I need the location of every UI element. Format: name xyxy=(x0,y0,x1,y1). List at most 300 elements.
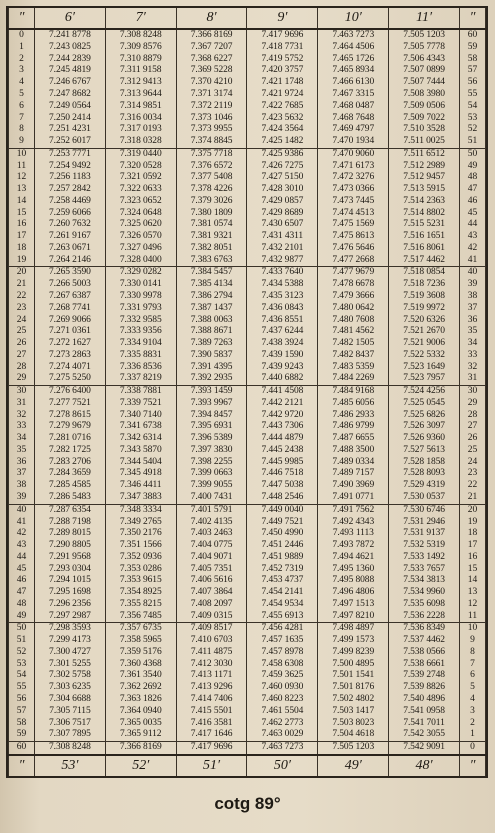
log-value-cell: 7.542 9091 xyxy=(389,741,460,755)
log-value-cell: 7.458 6308 xyxy=(247,659,318,671)
seconds-left: 19 xyxy=(9,255,35,267)
seconds-left: 48 xyxy=(9,599,35,611)
log-value-cell: 7.428 3010 xyxy=(247,184,318,196)
log-value-cell: 7.542 3055 xyxy=(389,729,460,741)
log-value-cell: 7.471 6173 xyxy=(318,160,389,172)
log-value-cell: 7.373 1046 xyxy=(176,112,247,124)
log-value-cell: 7.493 7872 xyxy=(318,540,389,552)
log-value-cell: 7.446 7518 xyxy=(247,468,318,480)
log-value-cell: 7.470 9060 xyxy=(318,148,389,160)
log-value-cell: 7.501 1541 xyxy=(318,670,389,682)
seconds-left: 39 xyxy=(9,492,35,504)
table-row xyxy=(9,160,486,172)
seconds-left: 10 xyxy=(9,148,35,160)
log-value-cell: 7.457 8978 xyxy=(247,647,318,659)
seconds-left: 8 xyxy=(9,124,35,136)
log-value-cell: 7.378 4226 xyxy=(176,184,247,196)
table-row xyxy=(9,398,486,410)
log-value-cell: 7.431 4311 xyxy=(247,231,318,243)
log-value-cell: 7.281 0716 xyxy=(35,433,106,445)
log-value-cell: 7.371 3174 xyxy=(176,89,247,101)
log-value-cell: 7.365 0035 xyxy=(105,717,176,729)
log-value-cell: 7.509 7022 xyxy=(389,112,460,124)
table-row xyxy=(9,89,486,101)
log-value-cell: 7.436 8551 xyxy=(247,314,318,326)
log-value-cell: 7.539 8826 xyxy=(389,682,460,694)
log-value-cell: 7.516 1651 xyxy=(389,231,460,243)
log-value-cell: 7.366 8169 xyxy=(105,741,176,755)
log-value-cell: 7.445 9985 xyxy=(247,457,318,469)
log-value-cell: 7.273 2863 xyxy=(35,350,106,362)
log-value-cell: 7.358 5965 xyxy=(105,635,176,647)
seconds-right: 41 xyxy=(460,255,486,267)
log-value-cell: 7.243 0825 xyxy=(35,42,106,54)
log-value-cell: 7.284 3659 xyxy=(35,468,106,480)
log-value-cell: 7.306 7517 xyxy=(35,717,106,729)
log-value-cell: 7.445 2438 xyxy=(247,445,318,457)
log-value-cell: 7.505 1203 xyxy=(389,29,460,42)
log-value-cell: 7.529 4319 xyxy=(389,480,460,492)
log-value-cell: 7.499 1573 xyxy=(318,635,389,647)
log-value-cell: 7.417 1646 xyxy=(176,729,247,741)
log-value-cell: 7.392 2935 xyxy=(176,373,247,385)
log-value-cell: 7.279 9679 xyxy=(35,421,106,433)
log-value-cell: 7.437 6244 xyxy=(247,326,318,338)
log-value-cell: 7.483 5359 xyxy=(318,361,389,373)
table-row xyxy=(9,611,486,623)
table-row xyxy=(9,492,486,504)
log-value-cell: 7.259 6066 xyxy=(35,208,106,220)
log-value-cell: 7.405 7351 xyxy=(176,563,247,575)
log-value-cell: 7.400 7431 xyxy=(176,492,247,504)
log-value-cell: 7.395 6931 xyxy=(176,421,247,433)
log-value-cell: 7.402 4135 xyxy=(176,516,247,528)
seconds-right: 7 xyxy=(460,659,486,671)
seconds-right: 47 xyxy=(460,184,486,196)
log-value-cell: 7.254 9492 xyxy=(35,160,106,172)
seconds-left: 0 xyxy=(9,29,35,42)
log-value-cell: 7.385 4134 xyxy=(176,279,247,291)
log-value-cell: 7.303 6235 xyxy=(35,682,106,694)
log-value-cell: 7.519 9972 xyxy=(389,303,460,315)
table-row xyxy=(9,136,486,148)
log-value-cell: 7.443 7306 xyxy=(247,421,318,433)
log-value-cell: 7.414 7406 xyxy=(176,694,247,706)
seconds-left: 27 xyxy=(9,350,35,362)
seconds-left: 22 xyxy=(9,291,35,303)
log-value-cell: 7.275 5250 xyxy=(35,373,106,385)
seconds-right: 4 xyxy=(460,694,486,706)
log-value-cell: 7.330 0141 xyxy=(105,279,176,291)
log-value-cell: 7.506 4343 xyxy=(389,54,460,66)
seconds-left: 37 xyxy=(9,468,35,480)
seconds-left: 11 xyxy=(9,160,35,172)
log-value-cell: 7.462 2773 xyxy=(247,717,318,729)
seconds-left: 56 xyxy=(9,694,35,706)
log-value-cell: 7.511 6512 xyxy=(389,148,460,160)
seconds-left: 35 xyxy=(9,445,35,457)
log-value-cell: 7.289 8015 xyxy=(35,528,106,540)
log-value-cell: 7.497 8210 xyxy=(318,611,389,623)
log-value-cell: 7.511 0025 xyxy=(389,136,460,148)
log-value-cell: 7.464 4506 xyxy=(318,42,389,54)
log-value-cell: 7.494 4621 xyxy=(318,552,389,564)
table-row xyxy=(9,504,486,516)
table-row xyxy=(9,350,486,362)
log-value-cell: 7.421 9724 xyxy=(247,89,318,101)
log-value-cell: 7.286 5483 xyxy=(35,492,106,504)
log-value-cell: 7.276 6400 xyxy=(35,385,106,397)
log-value-cell: 7.366 8169 xyxy=(176,29,247,42)
log-value-cell: 7.451 9889 xyxy=(247,552,318,564)
log-value-cell: 7.382 8051 xyxy=(176,243,247,255)
log-value-cell: 7.390 5837 xyxy=(176,350,247,362)
log-value-cell: 7.261 9167 xyxy=(35,231,106,243)
log-value-cell: 7.410 6703 xyxy=(176,635,247,647)
log-value-cell: 7.302 5758 xyxy=(35,670,106,682)
seconds-right: 24 xyxy=(460,457,486,469)
log-value-cell: 7.326 0570 xyxy=(105,231,176,243)
log-value-cell: 7.491 7562 xyxy=(318,504,389,516)
log-value-cell: 7.436 0843 xyxy=(247,303,318,315)
seconds-left: 9 xyxy=(9,136,35,148)
log-value-cell: 7.304 6688 xyxy=(35,694,106,706)
log-value-cell: 7.365 9112 xyxy=(105,729,176,741)
log-value-cell: 7.372 2119 xyxy=(176,101,247,113)
log-value-cell: 7.265 3590 xyxy=(35,267,106,279)
col-footer-49: 49′ xyxy=(318,755,389,776)
table-row xyxy=(9,552,486,564)
log-value-cell: 7.536 8349 xyxy=(389,623,460,635)
log-value-cell: 7.415 5501 xyxy=(176,706,247,718)
log-value-cell: 7.368 6227 xyxy=(176,54,247,66)
log-value-cell: 7.314 9851 xyxy=(105,101,176,113)
log-value-cell: 7.463 7273 xyxy=(318,29,389,42)
log-value-cell: 7.432 2101 xyxy=(247,243,318,255)
log-value-cell: 7.439 9243 xyxy=(247,361,318,373)
log-value-cell: 7.324 0648 xyxy=(105,208,176,220)
log-value-cell: 7.297 2987 xyxy=(35,611,106,623)
table-row xyxy=(9,706,486,718)
log-value-cell: 7.383 6763 xyxy=(176,255,247,267)
log-value-cell: 7.407 3864 xyxy=(176,587,247,599)
log-value-cell: 7.337 8219 xyxy=(105,373,176,385)
log-value-cell: 7.521 2670 xyxy=(389,326,460,338)
log-value-cell: 7.413 9296 xyxy=(176,682,247,694)
seconds-right: 3 xyxy=(460,706,486,718)
log-value-cell: 7.376 6572 xyxy=(176,160,247,172)
table-row xyxy=(9,29,486,42)
corner-bottom-left: ″ xyxy=(9,755,35,776)
table-row xyxy=(9,682,486,694)
log-value-cell: 7.253 7771 xyxy=(35,148,106,160)
log-value-cell: 7.401 5791 xyxy=(176,504,247,516)
log-value-cell: 7.367 7207 xyxy=(176,42,247,54)
log-value-cell: 7.301 5255 xyxy=(35,659,106,671)
table-row xyxy=(9,124,486,136)
log-value-cell: 7.533 1492 xyxy=(389,552,460,564)
table-row xyxy=(9,528,486,540)
log-value-cell: 7.318 0328 xyxy=(105,136,176,148)
log-value-cell: 7.328 0400 xyxy=(105,255,176,267)
log-value-cell: 7.350 2176 xyxy=(105,528,176,540)
seconds-right: 8 xyxy=(460,647,486,659)
log-value-cell: 7.341 6738 xyxy=(105,421,176,433)
table-row xyxy=(9,540,486,552)
log-value-cell: 7.442 2121 xyxy=(247,398,318,410)
log-value-cell: 7.427 5150 xyxy=(247,172,318,184)
log-value-cell: 7.503 8023 xyxy=(318,717,389,729)
log-value-cell: 7.409 0315 xyxy=(176,611,247,623)
log-value-cell: 7.357 6735 xyxy=(105,623,176,635)
log-value-cell: 7.321 0592 xyxy=(105,172,176,184)
seconds-right: 17 xyxy=(460,540,486,552)
log-value-cell: 7.454 9534 xyxy=(247,599,318,611)
log-value-cell: 7.499 8239 xyxy=(318,647,389,659)
log-value-cell: 7.244 2839 xyxy=(35,54,106,66)
log-value-cell: 7.508 3980 xyxy=(389,89,460,101)
log-value-cell: 7.412 3030 xyxy=(176,659,247,671)
seconds-right: 26 xyxy=(460,433,486,445)
seconds-right: 9 xyxy=(460,635,486,647)
log-value-cell: 7.398 2255 xyxy=(176,457,247,469)
table-row xyxy=(9,373,486,385)
log-value-cell: 7.495 1360 xyxy=(318,563,389,575)
log-value-cell: 7.526 3097 xyxy=(389,421,460,433)
log-value-cell: 7.510 3528 xyxy=(389,124,460,136)
log-value-cell: 7.399 0663 xyxy=(176,468,247,480)
log-value-cell: 7.473 7445 xyxy=(318,196,389,208)
log-value-cell: 7.469 4797 xyxy=(318,124,389,136)
bottom-header-row xyxy=(9,755,486,776)
seconds-left: 32 xyxy=(9,410,35,422)
seconds-left: 44 xyxy=(9,552,35,564)
seconds-left: 26 xyxy=(9,338,35,350)
log-value-cell: 7.482 8437 xyxy=(318,350,389,362)
log-value-cell: 7.449 0040 xyxy=(247,504,318,516)
seconds-left: 47 xyxy=(9,587,35,599)
log-value-cell: 7.266 5003 xyxy=(35,279,106,291)
log-value-cell: 7.492 4343 xyxy=(318,516,389,528)
log-value-cell: 7.503 1417 xyxy=(318,706,389,718)
log-value-cell: 7.491 0771 xyxy=(318,492,389,504)
seconds-left: 38 xyxy=(9,480,35,492)
log-value-cell: 7.246 6767 xyxy=(35,77,106,89)
log-value-cell: 7.489 7157 xyxy=(318,468,389,480)
log-value-cell: 7.475 1569 xyxy=(318,219,389,231)
seconds-right: 32 xyxy=(460,361,486,373)
seconds-left: 36 xyxy=(9,457,35,469)
seconds-right: 25 xyxy=(460,445,486,457)
table-row xyxy=(9,267,486,279)
log-value-cell: 7.504 4618 xyxy=(318,729,389,741)
table-row xyxy=(9,303,486,315)
log-value-cell: 7.531 9137 xyxy=(389,528,460,540)
log-value-cell: 7.381 9321 xyxy=(176,231,247,243)
table-row xyxy=(9,599,486,611)
col-header-7: 7′ xyxy=(105,8,176,29)
seconds-right: 21 xyxy=(460,492,486,504)
log-value-cell: 7.260 7632 xyxy=(35,219,106,231)
log-value-cell: 7.488 3500 xyxy=(318,445,389,457)
log-value-cell: 7.305 7115 xyxy=(35,706,106,718)
log-value-cell: 7.455 6913 xyxy=(247,611,318,623)
seconds-left: 16 xyxy=(9,219,35,231)
log-value-cell: 7.373 9955 xyxy=(176,124,247,136)
seconds-right: 29 xyxy=(460,398,486,410)
log-value-cell: 7.538 0566 xyxy=(389,647,460,659)
log-value-cell: 7.429 0857 xyxy=(247,196,318,208)
seconds-left: 50 xyxy=(9,623,35,635)
table-row xyxy=(9,338,486,350)
log-value-cell: 7.476 5646 xyxy=(318,243,389,255)
log-value-cell: 7.518 0854 xyxy=(389,267,460,279)
log-value-cell: 7.334 9104 xyxy=(105,338,176,350)
log-value-cell: 7.532 5319 xyxy=(389,540,460,552)
log-value-cell: 7.534 9960 xyxy=(389,587,460,599)
log-value-cell: 7.526 9360 xyxy=(389,433,460,445)
seconds-right: 23 xyxy=(460,468,486,480)
corner-top-left: ″ xyxy=(9,8,35,29)
log-value-cell: 7.517 4462 xyxy=(389,255,460,267)
log-value-cell: 7.482 1505 xyxy=(318,338,389,350)
table-row xyxy=(9,563,486,575)
seconds-left: 23 xyxy=(9,303,35,315)
seconds-right: 56 xyxy=(460,77,486,89)
log-value-cell: 7.264 2146 xyxy=(35,255,106,267)
log-value-cell: 7.413 1171 xyxy=(176,670,247,682)
seconds-left: 46 xyxy=(9,575,35,587)
log-value-cell: 7.268 7741 xyxy=(35,303,106,315)
log-value-cell: 7.349 2765 xyxy=(105,516,176,528)
log-value-cell: 7.489 0334 xyxy=(318,457,389,469)
log-value-cell: 7.295 1698 xyxy=(35,587,106,599)
log-value-cell: 7.481 4562 xyxy=(318,326,389,338)
seconds-right: 50 xyxy=(460,148,486,160)
log-value-cell: 7.406 5616 xyxy=(176,575,247,587)
log-value-cell: 7.417 9696 xyxy=(176,741,247,755)
log-value-cell: 7.388 8671 xyxy=(176,326,247,338)
log-value-cell: 7.493 1113 xyxy=(318,528,389,540)
log-value-cell: 7.486 9799 xyxy=(318,421,389,433)
log-value-cell: 7.524 4256 xyxy=(389,385,460,397)
table-row xyxy=(9,172,486,184)
log-value-cell: 7.291 9568 xyxy=(35,552,106,564)
log-value-cell: 7.247 8682 xyxy=(35,89,106,101)
seconds-right: 54 xyxy=(460,101,486,113)
log-value-cell: 7.452 7319 xyxy=(247,563,318,575)
log-table-frame xyxy=(6,6,488,778)
log-value-cell: 7.384 5457 xyxy=(176,267,247,279)
table-row xyxy=(9,635,486,647)
seconds-right: 59 xyxy=(460,42,486,54)
log-value-cell: 7.241 8778 xyxy=(35,29,106,42)
log-value-cell: 7.336 8536 xyxy=(105,361,176,373)
table-row xyxy=(9,184,486,196)
log-value-cell: 7.356 7485 xyxy=(105,611,176,623)
seconds-right: 36 xyxy=(460,314,486,326)
log-value-cell: 7.477 9679 xyxy=(318,267,389,279)
log-value-cell: 7.252 6017 xyxy=(35,136,106,148)
log-value-cell: 7.456 4281 xyxy=(247,623,318,635)
table-row xyxy=(9,54,486,66)
log-value-cell: 7.256 1183 xyxy=(35,172,106,184)
log-value-cell: 7.466 6130 xyxy=(318,77,389,89)
seconds-left: 59 xyxy=(9,729,35,741)
log-value-cell: 7.536 2228 xyxy=(389,611,460,623)
log-value-cell: 7.249 0564 xyxy=(35,101,106,113)
log-value-cell: 7.447 5038 xyxy=(247,480,318,492)
log-value-cell: 7.396 5389 xyxy=(176,433,247,445)
log-value-cell: 7.332 9585 xyxy=(105,314,176,326)
seconds-right: 15 xyxy=(460,563,486,575)
log-value-cell: 7.512 9457 xyxy=(389,172,460,184)
table-row xyxy=(9,77,486,89)
seconds-left: 51 xyxy=(9,635,35,647)
seconds-right: 16 xyxy=(460,552,486,564)
col-footer-53: 53′ xyxy=(35,755,106,776)
log-value-cell: 7.267 6387 xyxy=(35,291,106,303)
col-header-8: 8′ xyxy=(176,8,247,29)
log-value-cell: 7.422 7685 xyxy=(247,101,318,113)
log-value-cell: 7.320 0528 xyxy=(105,160,176,172)
corner-top-right: ″ xyxy=(460,8,486,29)
log-value-cell: 7.411 4875 xyxy=(176,647,247,659)
table-row xyxy=(9,291,486,303)
table-row xyxy=(9,101,486,113)
log-value-cell: 7.296 2356 xyxy=(35,599,106,611)
table-row xyxy=(9,516,486,528)
log-value-cell: 7.381 0574 xyxy=(176,219,247,231)
log-value-cell: 7.429 8689 xyxy=(247,208,318,220)
seconds-left: 12 xyxy=(9,172,35,184)
log-value-cell: 7.484 2269 xyxy=(318,373,389,385)
log-value-cell: 7.480 0642 xyxy=(318,303,389,315)
col-header-11: 11′ xyxy=(389,8,460,29)
log-value-cell: 7.325 0620 xyxy=(105,219,176,231)
seconds-right: 31 xyxy=(460,373,486,385)
log-value-cell: 7.310 8879 xyxy=(105,54,176,66)
log-value-cell: 7.408 2097 xyxy=(176,599,247,611)
table-row xyxy=(9,647,486,659)
col-header-10: 10′ xyxy=(318,8,389,29)
log-value-cell: 7.497 1513 xyxy=(318,599,389,611)
log-value-cell: 7.307 7895 xyxy=(35,729,106,741)
seconds-left: 42 xyxy=(9,528,35,540)
seconds-right: 40 xyxy=(460,267,486,279)
log-value-cell: 7.354 8925 xyxy=(105,587,176,599)
log-value-cell: 7.459 3625 xyxy=(247,670,318,682)
log-value-cell: 7.465 8934 xyxy=(318,65,389,77)
seconds-right: 30 xyxy=(460,385,486,397)
seconds-left: 15 xyxy=(9,208,35,220)
seconds-right: 43 xyxy=(460,231,486,243)
seconds-left: 5 xyxy=(9,89,35,101)
log-value-cell: 7.531 2946 xyxy=(389,516,460,528)
seconds-left: 17 xyxy=(9,231,35,243)
seconds-left: 6 xyxy=(9,101,35,113)
table-row xyxy=(9,433,486,445)
seconds-right: 11 xyxy=(460,611,486,623)
log-value-cell: 7.540 4896 xyxy=(389,694,460,706)
log-value-cell: 7.417 9696 xyxy=(247,29,318,42)
seconds-left: 57 xyxy=(9,706,35,718)
log-value-cell: 7.496 4806 xyxy=(318,587,389,599)
log-value-cell: 7.454 2141 xyxy=(247,587,318,599)
log-value-cell: 7.541 7011 xyxy=(389,717,460,729)
col-footer-48: 48′ xyxy=(389,755,460,776)
seconds-left: 54 xyxy=(9,670,35,682)
